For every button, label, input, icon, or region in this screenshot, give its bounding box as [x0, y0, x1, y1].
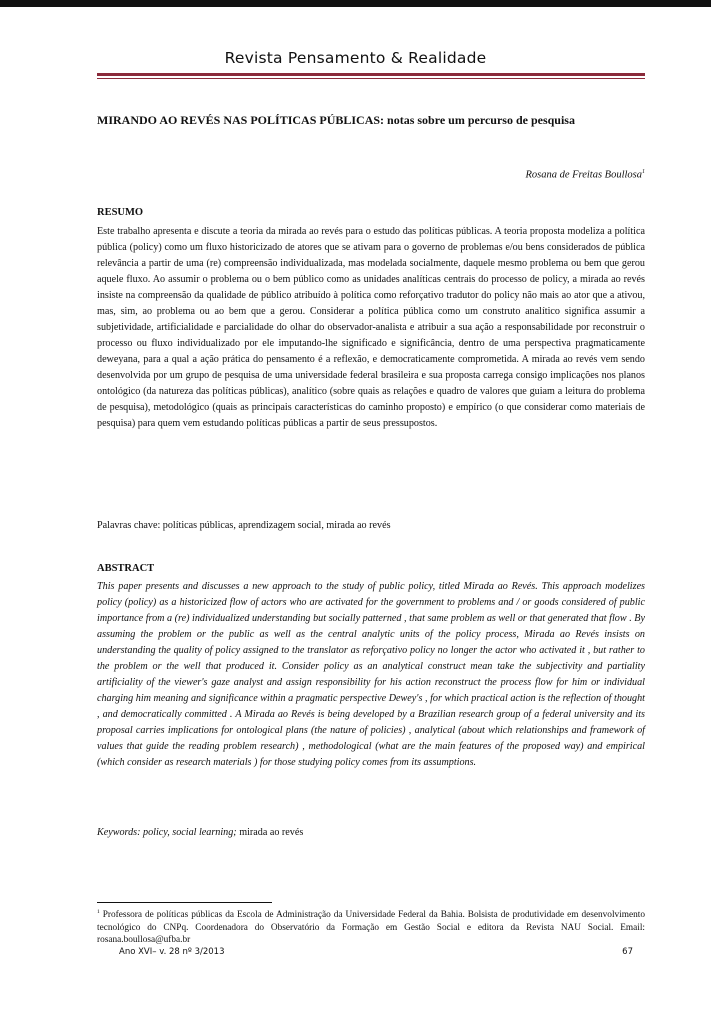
author-footnote-mark: 1 — [642, 169, 645, 175]
header-rule-thin — [97, 78, 645, 79]
document-page — [0, 7, 711, 1024]
page-footer — [97, 947, 645, 957]
top-dark-bar — [0, 0, 711, 7]
author-line — [525, 169, 645, 181]
footnote-mark: 1 — [97, 909, 100, 915]
article-title: MIRANDO AO REVÉS NAS POLÍTICAS PÚBLICAS: notas sobre um percurso de pesquisa — [97, 113, 575, 127]
resumo-text: Este trabalho apresenta e discute a teoria da mirada ao revés para o estudo das políticas públicas. A teoria proposta modeliza a política pública (policy) como um fluxo historicizado de atores que se ativam para o governo de problemas e/ou bens considerados de pública relevância a partir de uma (re) compreensão individualizada, mas modelada socialmente, daquele mesmo problema ou bem que gerou aquele fluxo. Ao assumir o problema ou o bem público como as unidades analíticas centrais do processo de policy, a mirada ao revés insiste na compreensão da qualidade de público atribuído à política como reforçativo tradutor do policy não mais ao ator que a ativou, mas, sim, ao problema ou ao bem que a gerou. Considerar a política pública como um construto analítico significa assumir a subjetividade, artificialidade e parcialidade do olhar do observador-analista e atribuir a sua ação a responsabilidade por reconstruir o processo ou fluxo individualizado por ele imputando-lhe significado e significância, dentro de uma perspectiva pragmaticamente deweyana, para a qual a ação prática do pensamento é a reflexão, e democraticamente comprometida. A mirada ao revés vem sendo desenvolvida por um grupo de pesquisa de uma universidade federal brasileira e sua proposta carrega consigo implicações nos planos ontológico (da natureza das políticas públicas), analítico (sobre quais as relações e quadro de valores que guiam a leitura do problema de pesquisa), metodológico (quais as principais características do caminho proposto) e empírico (o que considerar como materiais de pesquisa) para quem vem estudando políticas públicas a partir de seus pressupostos. — [97, 226, 645, 429]
page-number: 67 — [622, 947, 633, 957]
footnote — [97, 906, 645, 947]
abstract-keywords — [97, 827, 303, 838]
abstract-text: This paper presents and discusses a new approach to the study of public policy, titled Mirada ao Revés. This approach modelizes policy (policy) as a historicized flow of actors who are activated for the government to problems and / or goods considered of public importance from a (re) individualized understanding but socially patterned , that same problem as well or that generated that flow . By assuming the problem or the public as well as the central analytic units of the policy process, Mirada ao Revés insists on understanding the quality of policy assigned to the translator as reforçativo policy no longer the actor who activated it , but rather to the problem or the well that produced it. Consider policy as an analytical construct mean take the subjectivity and partiality artificiality of the viewer's gaze analyst and assign responsibility for his action reconstruct the process flow for him or individual charging him meaning and significance within a pragmatic perspective Dewey's , for which practical action is the reflection of thought , and democratically committed . A Mirada ao Revés is being developed by a Brazilian research group of a federal university and its proposal carries implications for ontological plans (the nature of policies) , analytical (about which relationships and framework of values that guide the reading problem research) , methodological (what are the main features of the proposed way) and empirical (which consider as research materials ) for those studying policy comes from its assumptions. — [97, 581, 645, 768]
resumo-keywords: Palavras chave: políticas públicas, aprendizagem social, mirada ao revés — [97, 520, 391, 531]
author-name: Rosana de Freitas Boullosa — [525, 169, 642, 181]
abstract-keywords-italic: Keywords: policy, social learning; — [97, 827, 237, 838]
abstract-heading: ABSTRACT — [97, 563, 155, 574]
abstract-keywords-plain: mirada ao revés — [236, 827, 304, 838]
header-rule-thick — [97, 73, 645, 76]
issue-info: Ano XVI– v. 28 nº 3/2013 — [119, 947, 225, 957]
footnote-rule — [97, 902, 272, 903]
resumo-heading: RESUMO — [97, 207, 144, 218]
footnote-text: Professora de políticas públicas da Escola de Administração da Universidade Federal da Bahia. Bolsista de produtividade em desenvolvimento tecnológico do CNPq. Coordenadora do Observatório da Formação em Gestão Social e editora da Revista NAU Social. Email: rosana.boullosa@ufba.br — [97, 910, 645, 946]
journal-header-title: Revista Pensamento & Realidade — [224, 49, 487, 67]
